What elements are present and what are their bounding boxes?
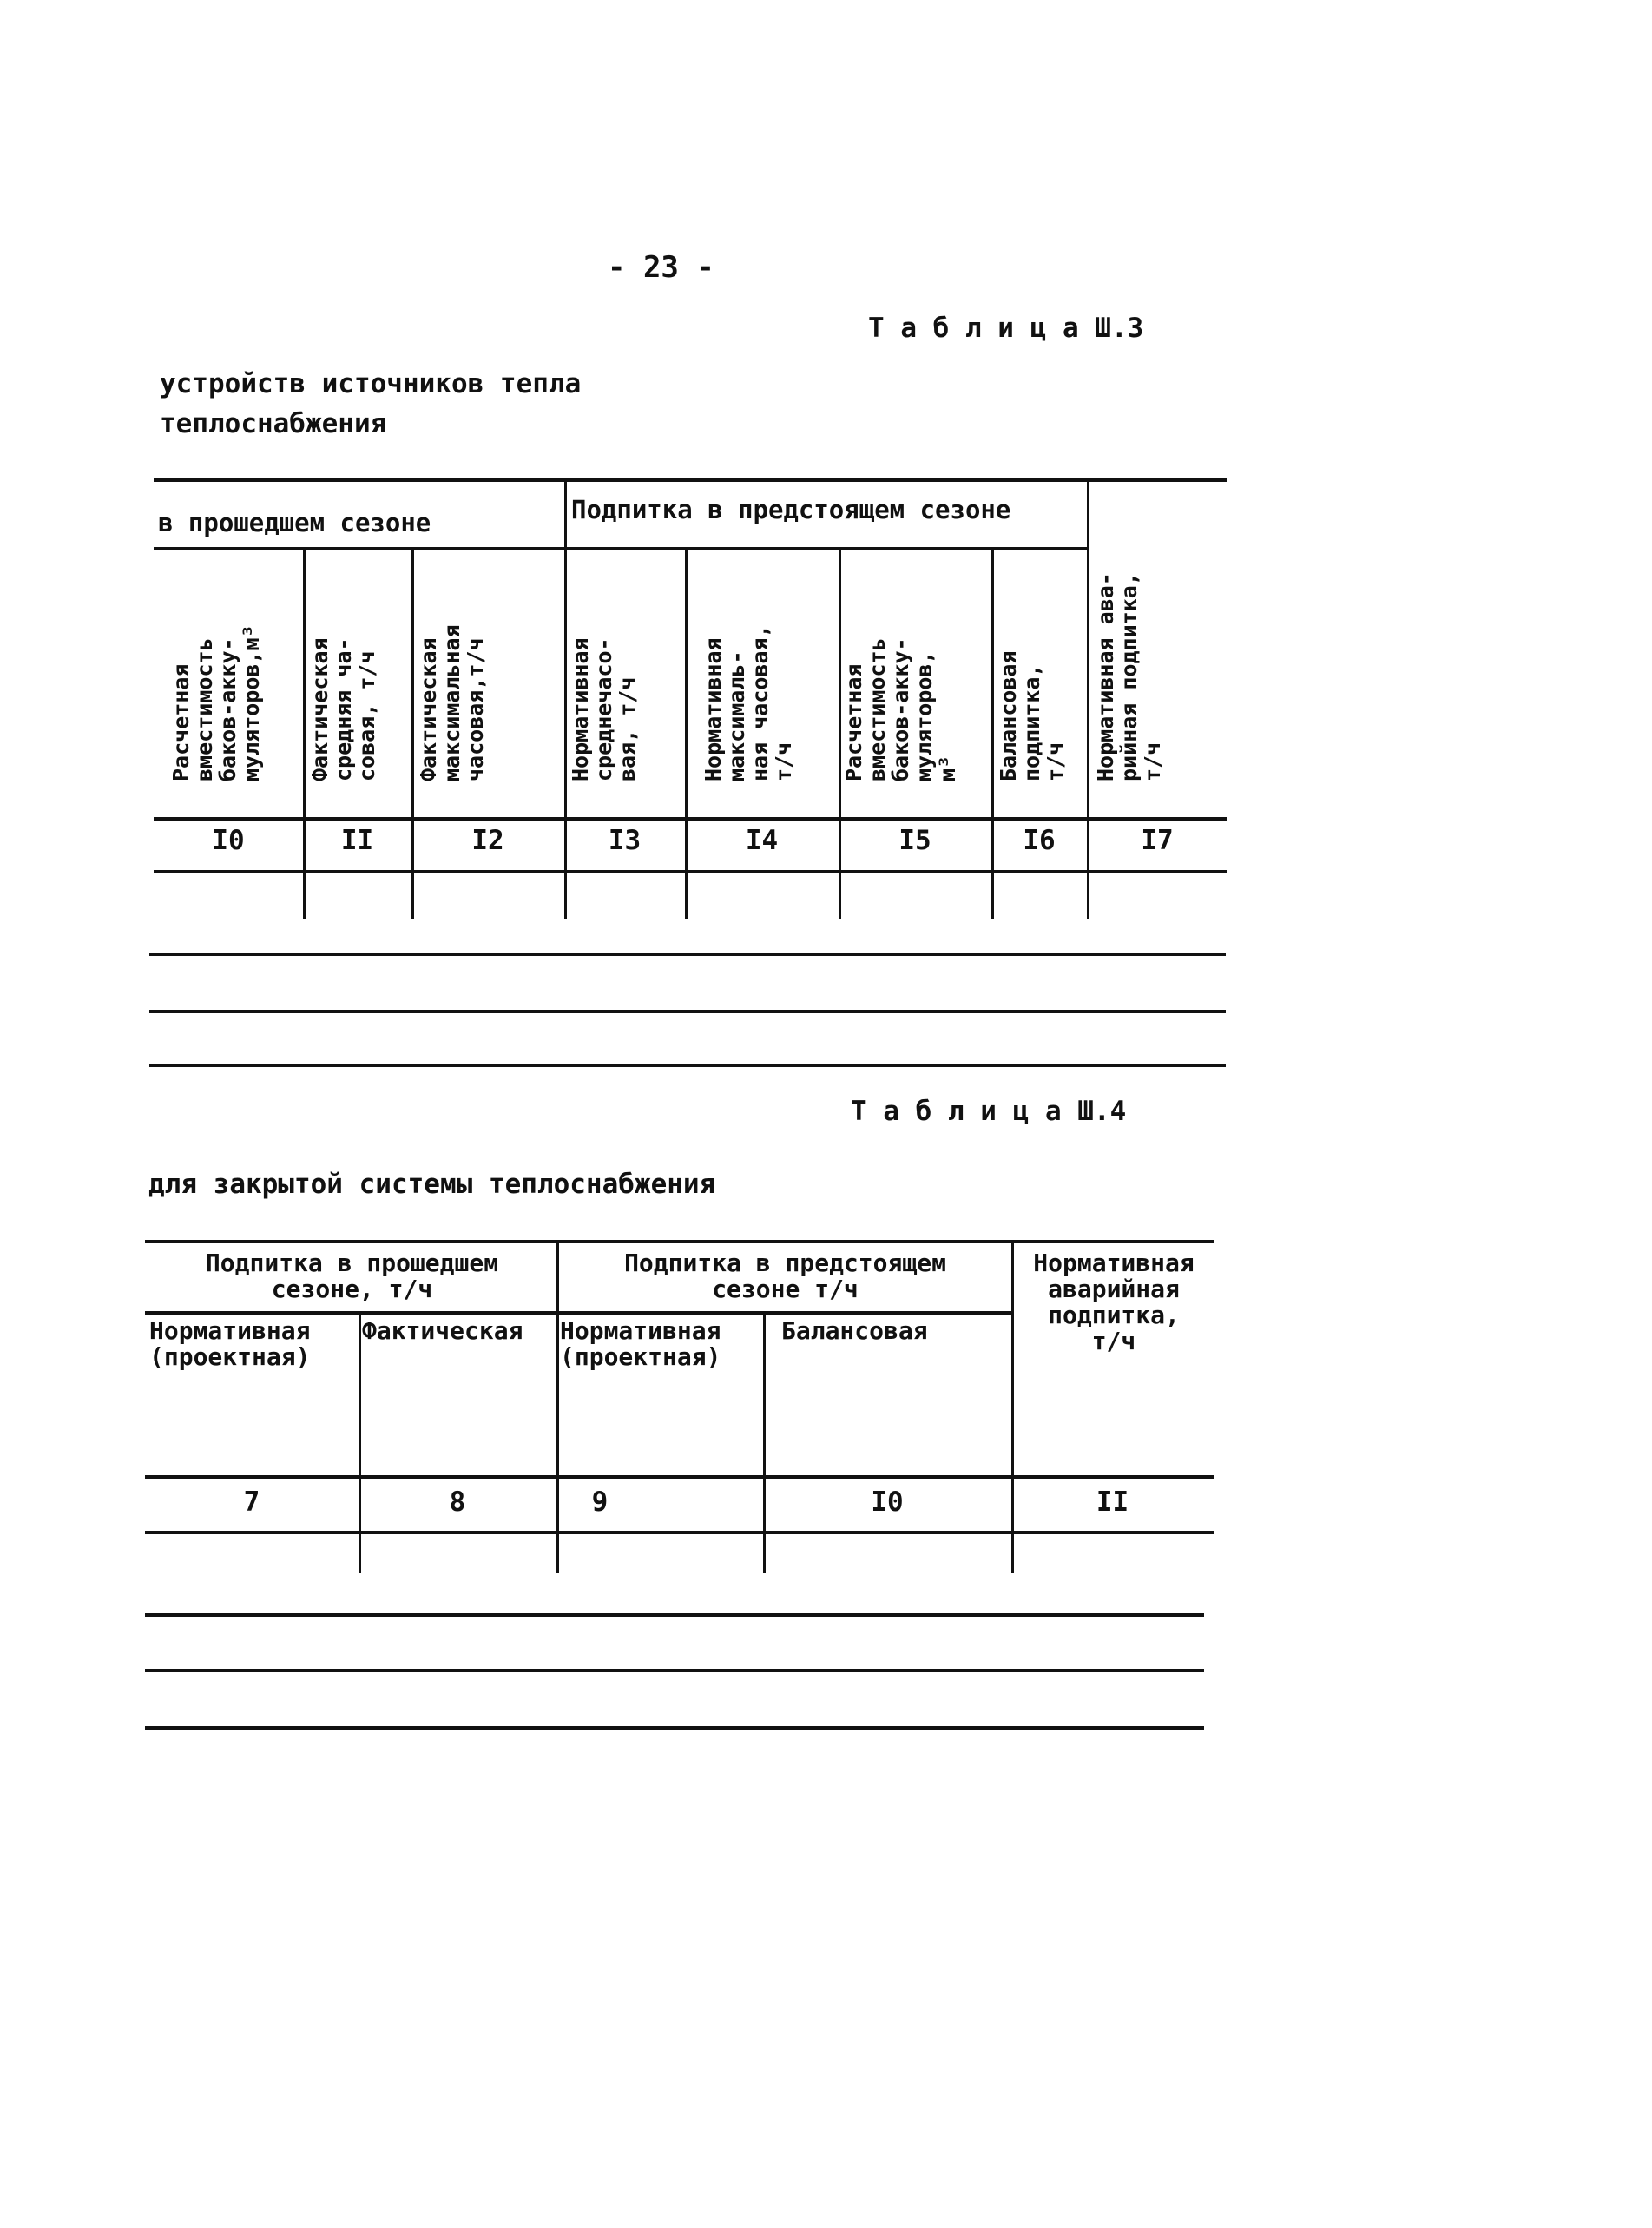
group-header-upcoming: Подпитка в предстоящем сезоне <box>571 495 1011 524</box>
col-number: II <box>340 825 374 856</box>
continuation-line <box>149 953 1226 956</box>
table4-label: Т а б л и ц а Ш.4 <box>851 1096 1127 1127</box>
page-number: - 23 - <box>608 250 714 285</box>
col-header-15: Расчетная вместимость баков-акку- муляторов, м³ <box>841 637 960 781</box>
group-header-past: в прошедшем сезоне <box>158 508 431 537</box>
col-header-10: Расчетная вместимость баков-акку- муляторов,м³ <box>168 624 264 781</box>
col-number: I7 <box>1141 825 1174 856</box>
col-number: I0 <box>212 825 245 856</box>
col-number: I3 <box>608 825 642 856</box>
table3-title-line2: теплоснабжения <box>160 408 387 439</box>
continuation-line <box>145 1613 1204 1617</box>
group-header-upcoming: Подпитка в предстоящем сезоне т/ч <box>624 1249 946 1303</box>
continuation-line <box>149 1010 1226 1013</box>
col-number: I5 <box>898 825 931 856</box>
col-number: 7 <box>243 1486 260 1518</box>
col-number: 9 <box>591 1486 609 1518</box>
col-number: I2 <box>471 825 504 856</box>
col-header-11: Фактическая средняя ча- совая, т/ч <box>307 637 379 781</box>
col-header-10: Балансовая <box>781 1316 928 1345</box>
col-number: II <box>1096 1486 1129 1518</box>
col-header-12: Фактическая максимальная часовая,т/ч <box>416 624 488 781</box>
col-header-9: Нормативная (проектная) <box>560 1316 721 1371</box>
continuation-line <box>149 1064 1226 1067</box>
col-header-8: Фактическая <box>362 1316 523 1345</box>
col-number: 8 <box>449 1486 466 1518</box>
col-header-14: Нормативная максималь- ная часовая, т/ч <box>701 624 796 781</box>
col-number: I6 <box>1023 825 1056 856</box>
table3-label: Т а б л и ц а Ш.3 <box>868 313 1144 344</box>
continuation-line <box>145 1726 1204 1730</box>
col-header-emergency: Нормативная аварийная подпитка, т/ч <box>1033 1249 1195 1355</box>
continuation-line <box>145 1669 1204 1672</box>
col-number: I0 <box>871 1486 904 1518</box>
col-number: I4 <box>745 825 779 856</box>
col-header-16: Балансовая подпитка, т/ч <box>996 650 1068 781</box>
table3-title-line1: устройств источников тепла <box>160 368 582 399</box>
col-header-17: Нормативная ава- рийная подпитка, т/ч <box>1093 572 1165 781</box>
col-header-7: Нормативная (проектная) <box>149 1316 311 1371</box>
table4-title: для закрытой системы теплоснабжения <box>148 1169 716 1200</box>
group-header-past: Подпитка в прошедшем сезоне, т/ч <box>205 1249 499 1303</box>
col-header-13: Нормативная среднечасо- вая, т/ч <box>568 637 640 781</box>
